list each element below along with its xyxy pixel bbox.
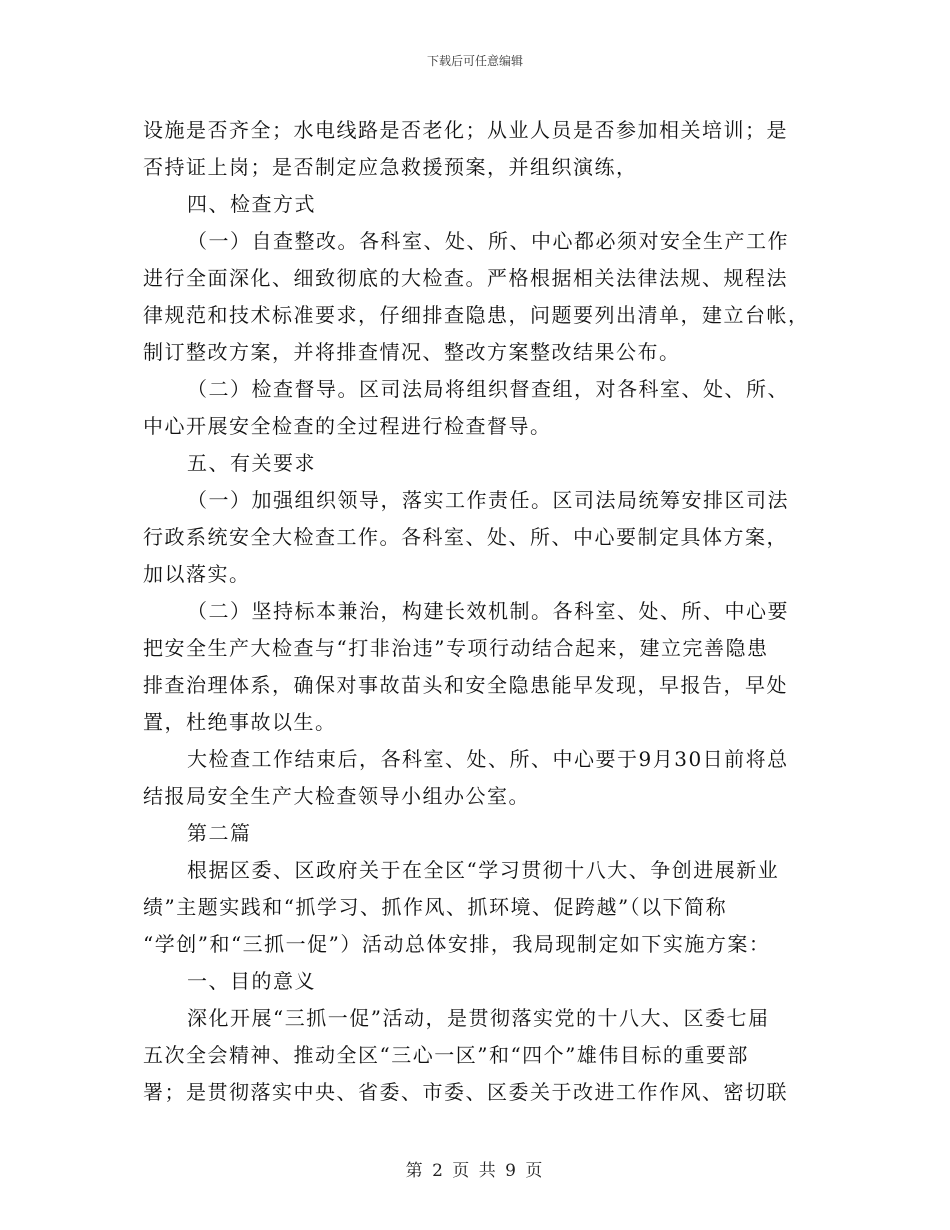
page-number: 第 2 页 共 9 页 xyxy=(405,1161,545,1181)
text-line: 进行全面深化、细致彻底的大检查。严格根据相关法律法规、规程法 xyxy=(143,266,788,290)
text-line: 绩”主题实践和“抓学习、抓作风、抓环境、促跨越”（以下简称 xyxy=(143,895,728,919)
text-line: （一）自查整改。各科室、处、所、中心都必须对安全生产工作 xyxy=(187,229,789,253)
text-line: （一）加强组织领导，落实工作责任。区司法局统筹安排区司法 xyxy=(187,488,789,512)
document-body xyxy=(143,112,808,1111)
text-line: 设施是否齐全；水电线路是否老化；从业人员是否参加相关培训；是 xyxy=(143,118,788,142)
section-heading: 四、检查方式 xyxy=(187,192,316,216)
text-line: 大检查工作结束后，各科室、处、所、中心要于9月30日前将总 xyxy=(187,747,789,771)
text-line: 加以落实。 xyxy=(143,562,251,586)
text-line: 署；是贯彻落实中央、省委、市委、区委关于改进工作作风、密切联 xyxy=(143,1080,788,1104)
section-heading: 第二篇 xyxy=(187,821,252,845)
text-line: 五次全会精神、推动全区“三心一区”和“四个”雄伟目标的重要部 xyxy=(143,1043,749,1067)
text-line: 中心开展安全检查的全过程进行检查督导。 xyxy=(143,414,552,438)
text-line: 制订整改方案，并将排查情况、整改方案整改结果公布。 xyxy=(143,340,681,364)
page-header: 下载后可任意编辑 xyxy=(426,54,523,68)
text-line: 律规范和技术标准要求，仔细排查隐患，问题要列出清单，建立台帐， xyxy=(143,303,810,327)
text-line: 否持证上岗；是否制定应急救援预案，并组织演练， xyxy=(143,155,638,179)
text-line: 置，杜绝事故以生。 xyxy=(143,710,337,734)
text-line: 排查治理体系，确保对事故苗头和安全隐患能早发现，早报告，早处 xyxy=(143,673,788,697)
text-line: 深化开展“三抓一促”活动，是贯彻落实党的十八大、区委七届 xyxy=(187,1006,770,1030)
text-line: （二）坚持标本兼治，构建长效机制。各科室、处、所、中心要 xyxy=(187,599,789,623)
text-line: “学创”和“三抓一促”）活动总体安排，我局现制定如下实施方案： xyxy=(143,932,771,956)
text-line: 行政系统安全大检查工作。各科室、处、所、中心要制定具体方案， xyxy=(143,525,788,549)
text-line: 根据区委、区政府关于在全区“学习贯彻十八大、争创进展新业 xyxy=(187,858,780,882)
text-line: 把安全生产大检查与“打非治违”专项行动结合起来，建立完善隐患 xyxy=(143,636,769,660)
section-heading: 五、有关要求 xyxy=(187,451,316,475)
text-line: 结报局安全生产大检查领导小组办公室。 xyxy=(143,784,530,808)
section-heading: 一、目的意义 xyxy=(187,969,316,993)
text-line: （二）检查督导。区司法局将组织督查组，对各科室、处、所、 xyxy=(187,377,789,401)
